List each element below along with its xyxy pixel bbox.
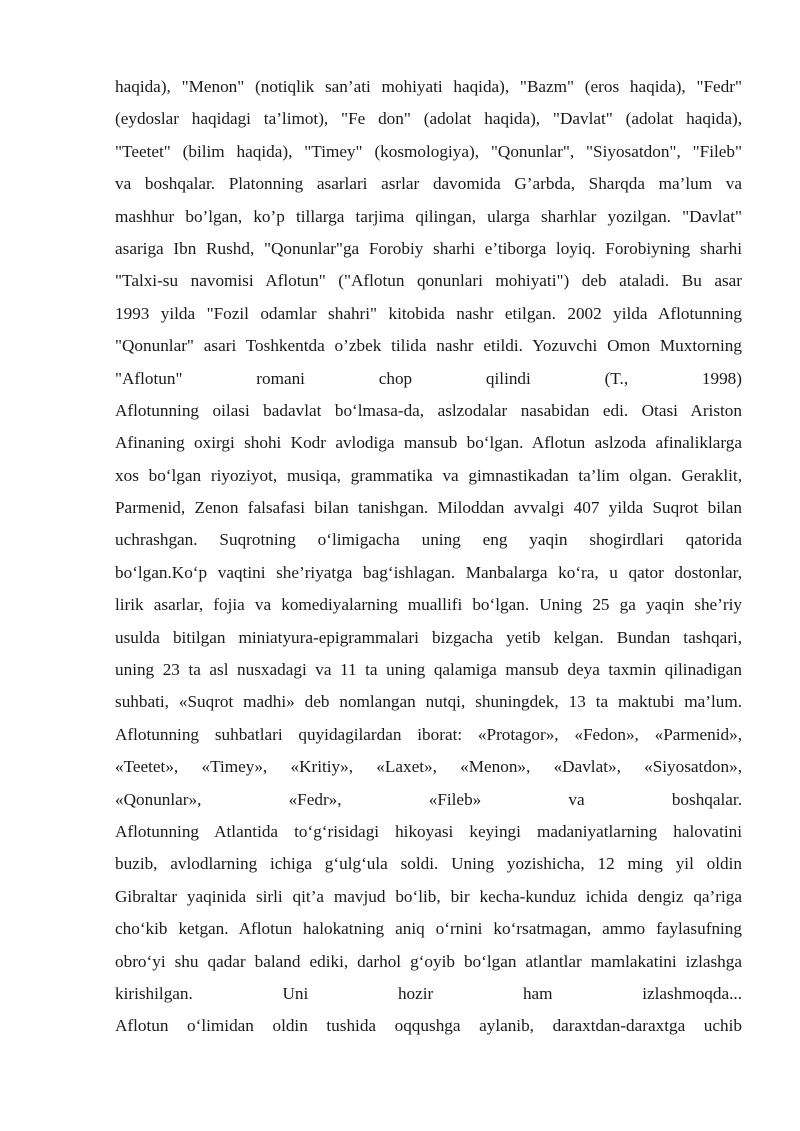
- text-line: Afinaning oxirgi shohi Kodr avlodiga mansub bo‘lgan. Aflotun aslzoda afinaliklarga: [115, 433, 742, 453]
- text-line: Gibraltar yaqinida sirli qit’a mavjud bo‘lib, bir kecha-kunduz ichida dengiz qa’riga: [115, 886, 742, 906]
- text-line: Parmenid, Zenon falsafasi bilan tanishgan. Miloddan avvalgi 407 yilda Suqrot bilan: [115, 498, 742, 518]
- text-line: Aflotunning Atlantida to‘g‘risidagi hikoyasi keyingi madaniyatlarning halovatini: [115, 821, 742, 841]
- text-line: (eydoslar haqidagi ta’limot), "Fe don" (adolat haqida), "Davlat" (adolat haqida),: [115, 109, 742, 129]
- text-line: «Qonunlar», «Fedr», «Fileb» va boshqalar.: [115, 789, 742, 809]
- document-page: [115, 71, 742, 1043]
- text-line: Aflotunning oilasi badavlat bo‘lmasa-da, aslzodalar nasabidan edi. Otasi Ariston: [115, 400, 742, 420]
- text-line: 1993 yilda "Fozil odamlar shahri" kitobida nashr etilgan. 2002 yilda Aflotunning: [115, 303, 742, 323]
- text-line: «Teetet», «Timey», «Kritiy», «Laxet», «Menon», «Davlat», «Siyosatdon»,: [115, 757, 742, 777]
- text-line: kirishilgan. Uni hozir ham izlashmoqda...: [115, 983, 742, 1003]
- text-line: buzib, avlodlarning ichiga g‘ulg‘ula soldi. Uning yozishicha, 12 ming yil oldin: [115, 854, 742, 874]
- text-line: "Teetet" (bilim haqida), "Timey" (kosmologiya), "Qonunlar", "Siyosatdon", "Fileb": [115, 141, 742, 161]
- text-line: "Talxi-su navomisi Aflotun" ("Aflotun qonunlari mohiyati") deb ataladi. Bu asar: [115, 271, 742, 291]
- text-line: cho‘kib ketgan. Aflotun halokatning aniq o‘rnini ko‘rsatmagan, ammo faylasufning: [115, 919, 742, 939]
- text-line: xos bo‘lgan riyoziyot, musiqa, grammatika va gimnastikadan ta’lim olgan. Geraklit,: [115, 465, 742, 485]
- text-line: Aflotunning suhbatlari quyidagilardan iborat: «Protagor», «Fedon», «Parmenid»,: [115, 724, 742, 744]
- text-line: bo‘lgan.Ko‘p vaqtini she’riyatga bag‘ishlagan. Manbalarga ko‘ra, u qator dostonlar,: [115, 562, 742, 582]
- text-line: "Aflotun" romani chop qilindi (T., 1998): [115, 368, 742, 388]
- text-line: va boshqalar. Platonning asarlari asrlar davomida G’arbda, Sharqda ma’lum va: [115, 174, 742, 194]
- text-line: uchrashgan. Suqrotning o‘limigacha uning eng yaqin shogirdlari qatorida: [115, 530, 742, 550]
- text-line: uning 23 ta asl nusxadagi va 11 ta uning qalamiga mansub deya taxmin qilinadigan: [115, 660, 742, 680]
- text-line: lirik asarlar, fojia va komediyalarning muallifi bo‘lgan. Uning 25 ga yaqin she’riy: [115, 595, 742, 615]
- text-line: obro‘yi shu qadar baland ediki, darhol g‘oyib bo‘lgan atlantlar mamlakatini izlashga: [115, 951, 742, 971]
- text-line: suhbati, «Suqrot madhi» deb nomlangan nutqi, shuningdek, 13 ta maktubi ma’lum.: [115, 692, 742, 712]
- text-line: usulda bitilgan miniatyura-epigrammalari bizgacha yetib kelgan. Bundan tashqari,: [115, 627, 742, 647]
- text-line: haqida), "Menon" (notiqlik san’ati mohiyati haqida), "Bazm" (eros haqida), "Fedr": [115, 77, 742, 96]
- text-line: Aflotun o‘limidan oldin tushida oqqushga aylanib, daraxtdan-daraxtga uchib: [115, 1016, 742, 1036]
- text-line: mashhur bo’lgan, ko’p tillarga tarjima qilingan, ularga sharhlar yozilgan. "Davlat": [115, 206, 742, 226]
- text-line: asariga Ibn Rushd, "Qonunlar"ga Forobiy sharhi e’tiborga loyiq. Forobiyning sharhi: [115, 238, 742, 258]
- text-line: "Qonunlar" asari Toshkentda o’zbek tilida nashr etildi. Yozuvchi Omon Muxtorning: [115, 336, 742, 356]
